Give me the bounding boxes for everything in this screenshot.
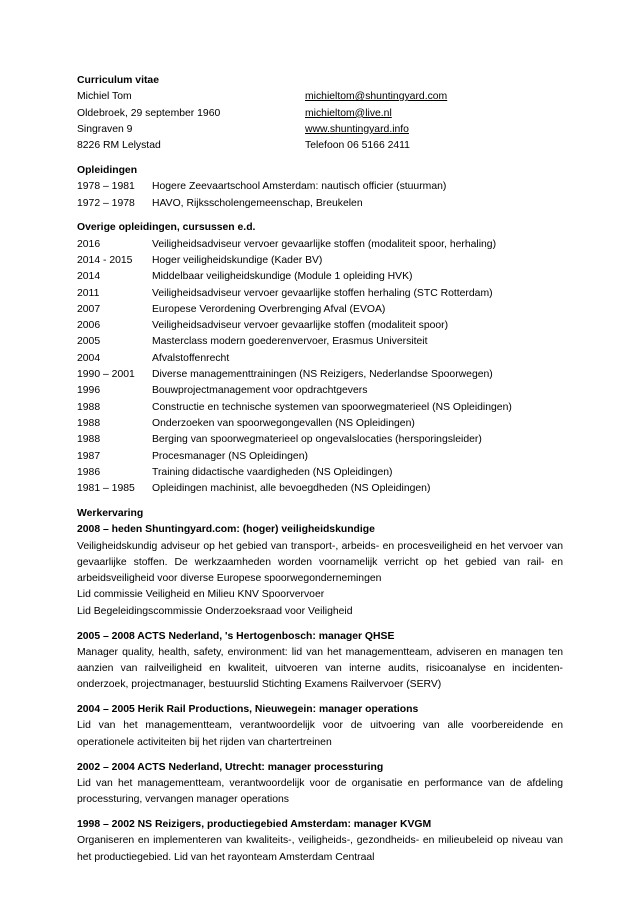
job-entry bbox=[77, 702, 563, 751]
overige-list bbox=[77, 237, 563, 498]
job-title: 2005 – 2008 ACTS Nederland, 's Hertogenbosch: manager QHSE bbox=[77, 630, 395, 642]
education-description: Hogere Zeevaartschool Amsterdam: nautisch officier (stuurman) bbox=[152, 181, 447, 193]
education-description: Europese Verordening Overbrenging Afval (EVOA) bbox=[152, 303, 386, 315]
contact-row bbox=[77, 89, 563, 105]
education-description: Diverse managementtrainingen (NS Reizigers, Nederlandse Spoorwegen) bbox=[152, 369, 493, 381]
education-row bbox=[77, 269, 563, 285]
education-description: Afvalstoffenrecht bbox=[152, 352, 230, 364]
cv-title: Curriculum vitae bbox=[77, 75, 159, 86]
education-description: Constructie en technische systemen van spoorwegmaterieel (NS Opleidingen) bbox=[152, 401, 512, 413]
section-heading-werkervaring: Werkervaring bbox=[77, 507, 144, 519]
jobs-list bbox=[77, 522, 563, 866]
job-title: 2004 – 2005 Herik Rail Productions, Nieuwegein: manager operations bbox=[77, 704, 419, 716]
education-description: Masterclass modern goederenvervoer, Erasmus Universiteit bbox=[152, 336, 428, 348]
job-entry bbox=[77, 760, 563, 809]
education-year: 2005 bbox=[77, 336, 101, 348]
education-year: 2014 bbox=[77, 271, 101, 283]
education-row bbox=[77, 481, 563, 497]
name: Michiel Tom bbox=[77, 91, 132, 103]
education-row bbox=[77, 253, 563, 269]
postal-city: 8226 RM Lelystad bbox=[77, 140, 161, 152]
education-year: 1988 bbox=[77, 417, 101, 429]
education-year: 1996 bbox=[77, 385, 101, 397]
education-row bbox=[77, 286, 563, 302]
education-year: 2004 bbox=[77, 352, 101, 364]
education-row bbox=[77, 400, 563, 416]
education-row bbox=[77, 465, 563, 481]
education-year: 1981 – 1985 bbox=[77, 483, 135, 495]
education-row bbox=[77, 416, 563, 432]
education-year: 2014 - 2015 bbox=[77, 254, 133, 266]
contact-row bbox=[77, 138, 563, 154]
education-row bbox=[77, 449, 563, 465]
education-year: 1978 – 1981 bbox=[77, 181, 135, 193]
education-description: Onderzoeken van spoorwegongevallen (NS Opleidingen) bbox=[152, 417, 415, 429]
job-title: 2008 – heden Shuntingyard.com: (hoger) veiligheidskundige bbox=[77, 524, 375, 536]
education-year: 1972 – 1978 bbox=[77, 197, 135, 209]
education-year: 2007 bbox=[77, 303, 101, 315]
cv-page bbox=[77, 73, 563, 866]
education-year: 2016 bbox=[77, 238, 101, 250]
education-row bbox=[77, 318, 563, 334]
job-title: 1998 – 2002 NS Reizigers, productiegebied Amsterdam: manager KVGM bbox=[77, 818, 432, 830]
section-heading-opleidingen: Opleidingen bbox=[77, 164, 138, 176]
contact-row bbox=[77, 122, 563, 138]
street-address: Singraven 9 bbox=[77, 123, 133, 135]
education-year: 2006 bbox=[77, 320, 101, 332]
education-year: 1987 bbox=[77, 450, 101, 462]
education-year: 1988 bbox=[77, 434, 101, 446]
education-row bbox=[77, 334, 563, 350]
education-description: Veiligheidsadviseur vervoer gevaarlijke stoffen (modaliteit spoor, herhaling) bbox=[152, 238, 497, 250]
job-title: 2002 – 2004 ACTS Nederland, Utrecht: manager processturing bbox=[77, 761, 384, 773]
education-description: Middelbaar veiligheidskundige (Module 1 opleiding HVK) bbox=[152, 271, 413, 283]
education-year: 1988 bbox=[77, 401, 101, 413]
education-row bbox=[77, 196, 563, 212]
job-description: Veiligheidskundig adviseur op het gebied van transport-, arbeids- en procesveiligheid en het vervoer van gevaarlijke stoffen. De werkzaamheden worden voornamelijk verricht op het gebied van rail- en arbeidsveiligheid voor diverse Europese spoorwegondernemingen bbox=[77, 540, 563, 585]
education-row bbox=[77, 367, 563, 383]
education-year: 1990 – 2001 bbox=[77, 369, 135, 381]
job-description: Lid van het managementteam, verantwoordelijk voor de uitvoering van alle voorbereidende en operationele activiteiten bij het rijden van chartertreinen bbox=[77, 720, 563, 748]
education-row bbox=[77, 302, 563, 318]
education-row bbox=[77, 432, 563, 448]
education-row bbox=[77, 383, 563, 399]
contact-row bbox=[77, 106, 563, 122]
opleidingen-list bbox=[77, 179, 563, 212]
education-year: 1986 bbox=[77, 466, 101, 478]
job-extra-line: Lid Begeleidingscommissie Onderzoeksraad voor Veiligheid bbox=[77, 605, 353, 617]
education-description: Training didactische vaardigheden (NS Opleidingen) bbox=[152, 466, 393, 478]
education-description: Veiligheidsadviseur vervoer gevaarlijke stoffen (modaliteit spoor) bbox=[152, 320, 449, 332]
education-description: Bouwprojectmanagement voor opdrachtgevers bbox=[152, 385, 368, 397]
job-description: Organiseren en implementeren van kwaliteits-, veiligheids-, gezondheids- en milieubeleid op niveau van het productiegebied. Lid van het rayonteam Amsterdam Centraal bbox=[77, 835, 563, 863]
section-heading-overige: Overige opleidingen, cursussen e.d. bbox=[77, 222, 256, 234]
email-link-2[interactable]: michieltom@live.nl bbox=[305, 107, 392, 119]
education-description: Hoger veiligheidskundige (Kader BV) bbox=[152, 254, 323, 266]
education-row bbox=[77, 237, 563, 253]
job-description: Lid van het managementteam, verantwoordelijk voor de organisatie en performance van de afdeling processturing, vervangen manager operations bbox=[77, 777, 563, 806]
birth-info: Oldebroek, 29 september 1960 bbox=[77, 107, 221, 119]
job-entry bbox=[77, 629, 563, 694]
job-entry bbox=[77, 522, 563, 620]
job-description: Manager quality, health, safety, environment: lid van het managementteam, adviseren en managen ten aanzien van railveiligheid en kwaliteit, uitvoeren van interne audits, risicoanalyse en incidenten-onderzoek, projectmanager, bestuurslid Stichting Examens Railvervoer (SERV) bbox=[77, 646, 563, 691]
education-description: Berging van spoorwegmaterieel op ongevalslocaties (hersporingsleider) bbox=[152, 434, 482, 446]
phone-number: Telefoon 06 5166 2411 bbox=[305, 140, 410, 152]
education-row bbox=[77, 351, 563, 367]
website-link[interactable]: www.shuntingyard.info bbox=[305, 123, 409, 135]
job-extra-line: Lid commissie Veiligheid en Milieu KNV Spoorvervoer bbox=[77, 589, 325, 601]
education-description: Veiligheidsadviseur vervoer gevaarlijke stoffen herhaling (STC Rotterdam) bbox=[152, 287, 493, 299]
education-description: Procesmanager (NS Opleidingen) bbox=[152, 450, 308, 462]
education-year: 2011 bbox=[77, 287, 100, 299]
job-entry bbox=[77, 817, 563, 866]
email-link-1[interactable]: michieltom@shuntingyard.com bbox=[305, 91, 448, 103]
education-row bbox=[77, 179, 563, 195]
education-description: HAVO, Rijksscholengemeenschap, Breukelen bbox=[152, 197, 363, 209]
education-description: Opleidingen machinist, alle bevoegdheden (NS Opleidingen) bbox=[152, 483, 431, 495]
